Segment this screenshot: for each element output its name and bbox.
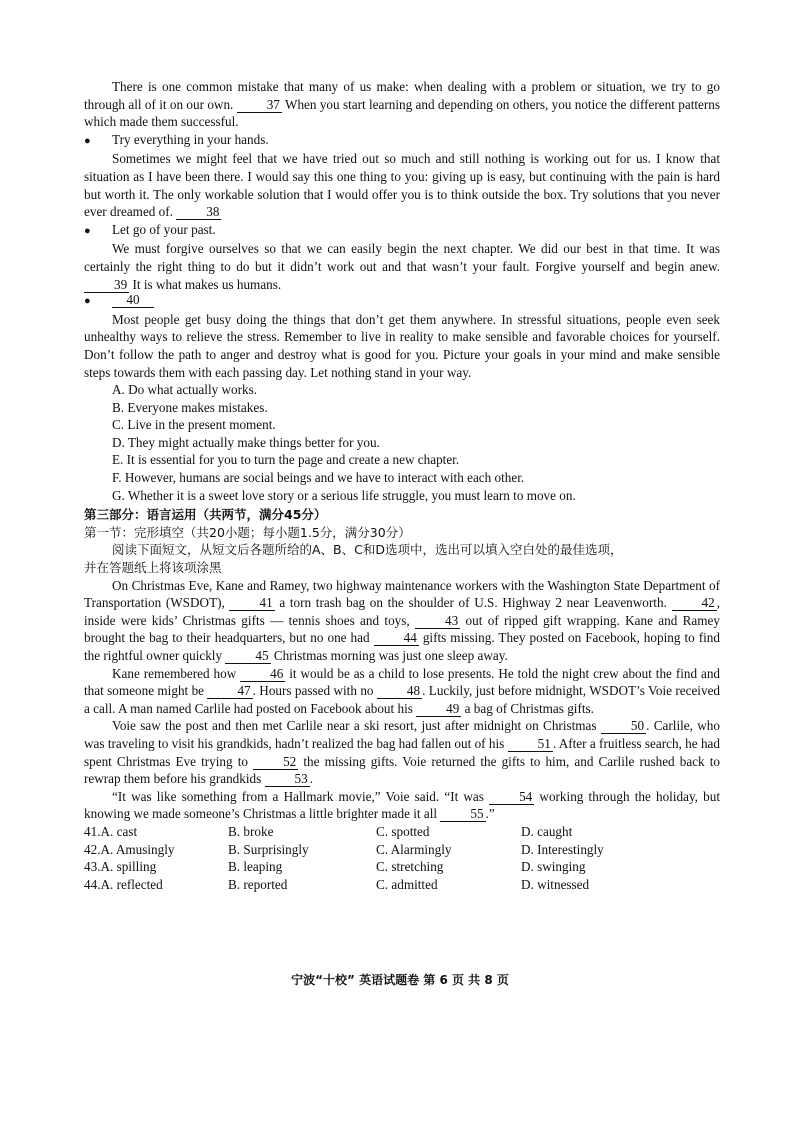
option-c: C. Live in the present moment. (112, 417, 276, 433)
blank-40: 40 (112, 293, 154, 308)
heading-3 (84, 293, 720, 311)
option-e: E. It is essential for you to turn the page and create a new chapter. (112, 452, 460, 468)
blank-51: 51 (508, 737, 553, 752)
reading-paragraph-1: There is one common mistake that many of us make: when dealing with a problem or situation, we try to go through all of it on our own. 37 When you start learning and depending on others, you notice the different patterns which made them successful. (84, 79, 720, 130)
bullet-icon: ● (84, 134, 91, 147)
option-a: A. Do what actually works. (112, 382, 258, 398)
blank-38: 38 (176, 205, 221, 220)
blank-55: 55 (440, 807, 485, 822)
blank-42: 42 (672, 596, 717, 611)
blank-53: 53 (265, 772, 310, 787)
question-41: 41.A. cast B. broke C. spotted D. caught (84, 823, 573, 839)
question-44: 44.A. reflected B. reported C. admitted D. witnessed (84, 876, 590, 892)
instruction-line-2: 并在答题纸上将该项涂黑 (84, 560, 222, 576)
instruction-line-1: 阅读下面短文，从短文后各题所给的A、B、C和D选项中，选出可以填入空白处的最佳选项， (112, 542, 623, 558)
blank-48: 48 (377, 684, 422, 699)
option-f: F. However, humans are social beings and we have to interact with each other. (112, 470, 525, 486)
cloze-paragraph-3: Voie saw the post and then met Carlile near a ski resort, just after midnight on Christmas 50 . Carlile, who was traveling to visit his grandkids, hadn’t realized the bag had fallen out of his 51 . After a fruitless search, he had spent Christmas Eve trying to 52 the missing gifts. Voie returned the gifts to him, and Carlile rushed back to rewrap them before his grandkids 53 . (84, 718, 720, 787)
option-d: D. They might actually make things better for you. (112, 434, 380, 450)
blank-49: 49 (416, 702, 461, 717)
heading-2: ● Let go of your past. (84, 221, 720, 241)
heading-1: ● Try everything in your hands. (84, 131, 720, 151)
blank-43: 43 (415, 614, 460, 629)
blank-41: 41 (229, 596, 274, 611)
blank-37: 37 (237, 98, 282, 113)
bullet-icon: ● (84, 295, 91, 308)
blank-45: 45 (225, 649, 270, 664)
blank-54: 54 (489, 790, 534, 805)
reading-paragraph-2: Sometimes we might feel that we have tried out so much and still nothing is working out for us. I know that situation as I have been there. I would say this one thing to you: giving up is easy, but continuing with the pain is hard but worth it. The only workable solution that I would offer you is to think outside the box. Try solutions that you never ever dreamed of. 38 (84, 151, 720, 220)
reading-paragraph-4: Most people get busy doing the things that don’t get them anywhere. In stressful situations, people even seek unhealthy ways to relieve the stress. Remember to live in reality to make sensible and favorable choices for yourself. Don’t follow the path to anger and destroy what is good for you. Picture your goals in your mind and make sensible steps towards them with each passing day. Let nothing stand in your way. (84, 311, 720, 380)
reading-options (84, 381, 720, 504)
question-42: 42.A. Amusingly B. Surprisingly C. Alarmingly D. Interestingly (84, 841, 604, 857)
page-footer: 宁波“十校” 英语试题卷 第 6 页 共 8 页 (291, 973, 509, 987)
blank-50: 50 (601, 719, 646, 734)
cloze-paragraph-2: Kane remembered how 46 it would be as a child to lose presents. He told the night crew about the find and that someone might be 47 . Hours passed with no 48 . Luckily, just before midnight, WSDOT’s Voie received a call. A man named Carlile had posted on Facebook about his 49 a bag of Christmas gifts. (84, 665, 721, 716)
blank-46: 46 (240, 667, 285, 682)
blank-52: 52 (253, 755, 298, 770)
option-b: B. Everyone makes mistakes. (112, 399, 268, 415)
option-g: G. Whether it is a sweet love story or a serious life struggle, you must learn to move on. (112, 487, 576, 503)
blank-44: 44 (374, 631, 419, 646)
bullet-icon: ● (84, 224, 91, 237)
part3-title: 第三部分：语言运用（共两节，满分45分） (84, 507, 327, 523)
question-43: 43.A. spilling B. leaping C. stretching D. swinging (84, 859, 586, 875)
cloze-paragraph-4: “It was like something from a Hallmark movie,” Voie said. “It was 54 working through the holiday, but knowing we made someone’s Christmas a little brighter made it all 55 .” (84, 788, 720, 822)
section1-title: 第一节：完形填空（共20小题；每小题1.5分，满分30分） (84, 524, 411, 540)
page-content (84, 78, 720, 893)
question-list (84, 823, 720, 893)
reading-paragraph-3: We must forgive ourselves so that we can easily begin the next chapter. We did our best in that time. It was certainly the right thing to do but it didn’t work out and that wasn’t your fault. Forgive yourself and begin anew. 39 It is what makes us humans. (84, 241, 720, 292)
blank-47: 47 (207, 684, 252, 699)
blank-39: 39 (84, 278, 129, 293)
cloze-paragraph-1: On Christmas Eve, Kane and Ramey, two highway maintenance workers with the Washington State Department of Transportation (WSDOT), 41 a torn trash bag on the shoulder of U.S. Highway 2 near Leavenworth. 42 , inside were kids’ Christmas gifts — tennis shoes and toys, 43 out of ripped gift wrapping. Kane and Ramey brought the bag to their headquarters, but no one had 44 gifts missing. They posted on Facebook, hoping to find the rightful owner quickly 45 Christmas morning was just one sleep away. (84, 577, 720, 663)
